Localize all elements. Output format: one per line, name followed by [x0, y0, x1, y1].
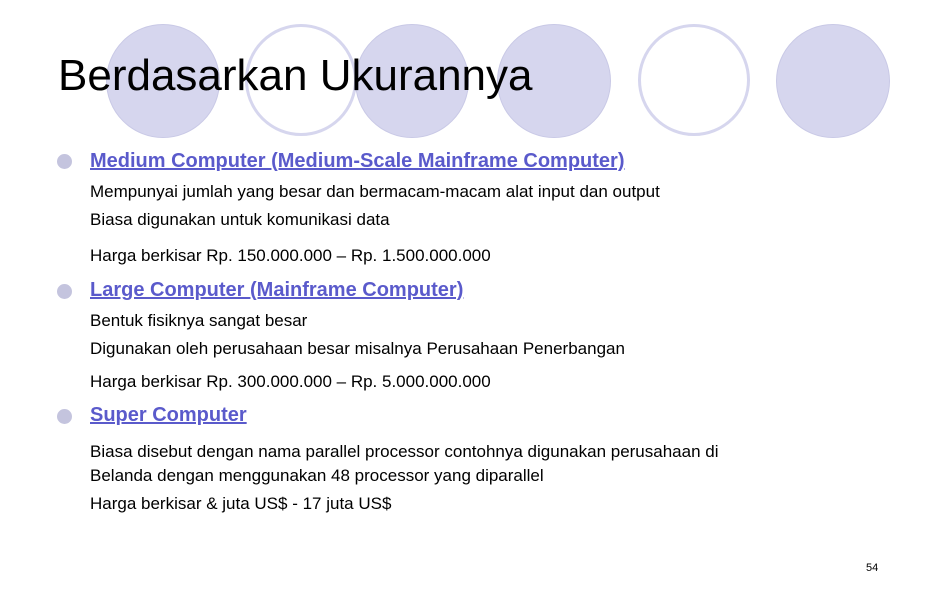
bullet-icon: [57, 284, 72, 299]
section-line: Belanda dengan menggunakan 48 processor yang diparallel: [90, 466, 544, 485]
section-line: Bentuk fisiknya sangat besar: [90, 311, 308, 330]
decor-circle-5: [638, 24, 750, 136]
section-line: Harga berkisar & juta US$ - 17 juta US$: [90, 494, 392, 513]
section-heading-super[interactable]: Super Computer: [90, 404, 247, 426]
bullet-icon: [57, 154, 72, 169]
page-number: 54: [866, 562, 879, 574]
section-line: Harga berkisar Rp. 150.000.000 – Rp. 1.500.000.000: [90, 246, 491, 265]
section-heading-medium[interactable]: Medium Computer (Medium-Scale Mainframe Computer): [90, 150, 625, 172]
section-line: Biasa digunakan untuk komunikasi data: [90, 210, 390, 229]
section-line: Harga berkisar Rp. 300.000.000 – Rp. 5.000.000.000: [90, 372, 491, 391]
decor-circle-6: [776, 24, 890, 138]
slide-title: Berdasarkan Ukurannya: [58, 51, 533, 100]
section-line: Mempunyai jumlah yang besar dan bermacam-macam alat input dan output: [90, 182, 660, 201]
section-line: Biasa disebut dengan nama parallel processor contohnya digunakan perusahaan di: [90, 442, 719, 461]
section-heading-large[interactable]: Large Computer (Mainframe Computer): [90, 279, 464, 301]
bullet-icon: [57, 409, 72, 424]
section-line: Digunakan oleh perusahaan besar misalnya Perusahaan Penerbangan: [90, 339, 625, 358]
